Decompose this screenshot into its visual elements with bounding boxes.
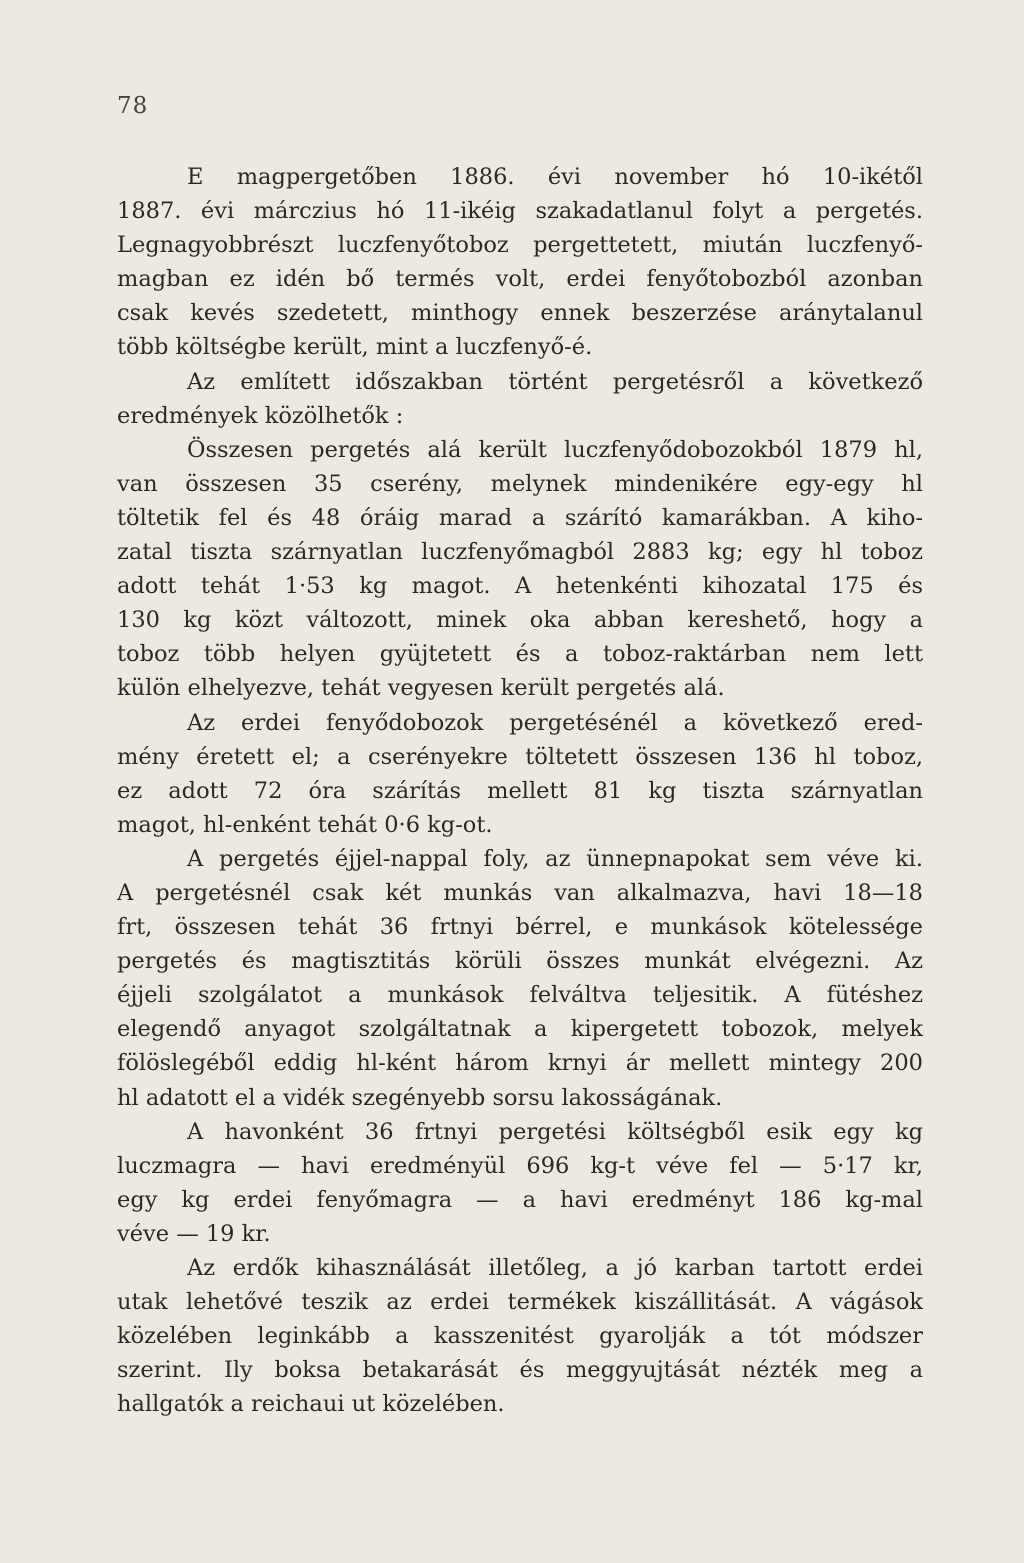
text-line: Összesen pergetés alá került luczfenyődobozokból 1879 hl,: [187, 436, 923, 463]
text-line: éjjeli szolgálatot a munkások felváltva teljesitik. A fütéshez: [117, 982, 923, 1009]
text-line: Az erdei fenyődobozok pergetésénél a következő ered-: [187, 709, 923, 736]
text-line: elegendő anyagot szolgáltatnak a kipergetett tobozok, melyek: [117, 1016, 923, 1043]
text-line: ez adott 72 óra szárítás mellett 81 kg tiszta szárnyatlan: [117, 777, 923, 804]
body-text: [117, 160, 923, 1421]
text-line: magot, hl-enként tehát 0·6 kg-ot.: [117, 811, 493, 838]
text-line: hallgatók a reichaui ut közelében.: [117, 1391, 505, 1418]
text-line: luczmagra — havi eredményül 696 kg-t véve fel — 5·17 kr,: [117, 1152, 923, 1179]
text-line: szerint. Ily boksa betakarását és meggyujtását nézték meg a: [117, 1357, 923, 1384]
text-line: A pergetésnél csak két munkás van alkalmazva, havi 18—18: [117, 879, 923, 906]
text-line: A pergetés éjjel-nappal foly, az ünnepnapokat sem véve ki.: [187, 845, 923, 872]
text-line: Az említett időszakban történt pergetésről a következő: [187, 368, 923, 395]
text-line: fölöslegéből eddig hl-ként három krnyi ár mellett mintegy 200: [117, 1050, 923, 1077]
text-line: pergetés és magtisztitás körüli összes munkát elvégezni. Az: [117, 948, 923, 975]
text-line: toboz több helyen gyüjtetett és a toboz-raktárban nem lett: [117, 641, 923, 668]
text-line: Az erdők kihasználását illetőleg, a jó karban tartott erdei: [187, 1255, 923, 1281]
text-line: van összesen 35 cserény, melynek mindenikére egy-egy hl: [117, 470, 923, 497]
text-line: utak lehetővé teszik az erdei termékek kiszállitását. A vágások: [117, 1289, 923, 1316]
text-line: zatal tiszta szárnyatlan luczfenyőmagból 2883 kg; egy hl toboz: [117, 539, 923, 566]
text-line: töltetik fel és 48 óráig marad a szárító kamarákban. A kiho-: [117, 504, 923, 531]
text-line: közelében leginkább a kasszenitést gyarolják a tót módszer: [117, 1323, 923, 1350]
page-number: 78: [117, 93, 149, 119]
text-line: több költségbe került, mint a luczfenyő-é.: [117, 334, 593, 361]
text-line: Legnagyobbrészt luczfenyőtoboz pergettetett, miután luczfenyő-: [117, 232, 923, 259]
text-line: 1887. évi márczius hó 11-ikéig szakadatlanul folyt a pergetés.: [117, 198, 923, 225]
text-line: egy kg erdei fenyőmagra — a havi eredményt 186 kg-mal: [117, 1186, 923, 1213]
text-line: hl adatott el a vidék szegényebb sorsu lakosságának.: [117, 1084, 723, 1111]
text-line: E magpergetőben 1886. évi november hó 10-ikétől: [187, 164, 923, 190]
text-line: 130 kg közt változott, minek oka abban kereshető, hogy a: [117, 607, 923, 634]
text-line: adott tehát 1·53 kg magot. A hetenkénti kihozatal 175 és: [117, 573, 923, 600]
text-line: csak kevés szedetett, minthogy ennek beszerzése aránytalanul: [117, 300, 923, 327]
text-line: külön elhelyezve, tehát vegyesen került pergetés alá.: [117, 675, 725, 702]
text-line: véve — 19 kr.: [117, 1220, 271, 1247]
text-line: A havonként 36 frtnyi pergetési költségből esik egy kg: [187, 1118, 923, 1145]
text-line: eredmények közölhetők :: [117, 402, 404, 429]
text-line: mény éretett el; a cserényekre töltetett összesen 136 hl toboz,: [117, 743, 923, 770]
text-line: frt, összesen tehát 36 frtnyi bérrel, e munkások kötelessége: [117, 914, 923, 941]
text-line: magban ez idén bő termés volt, erdei fenyőtobozból azonban: [117, 266, 923, 293]
